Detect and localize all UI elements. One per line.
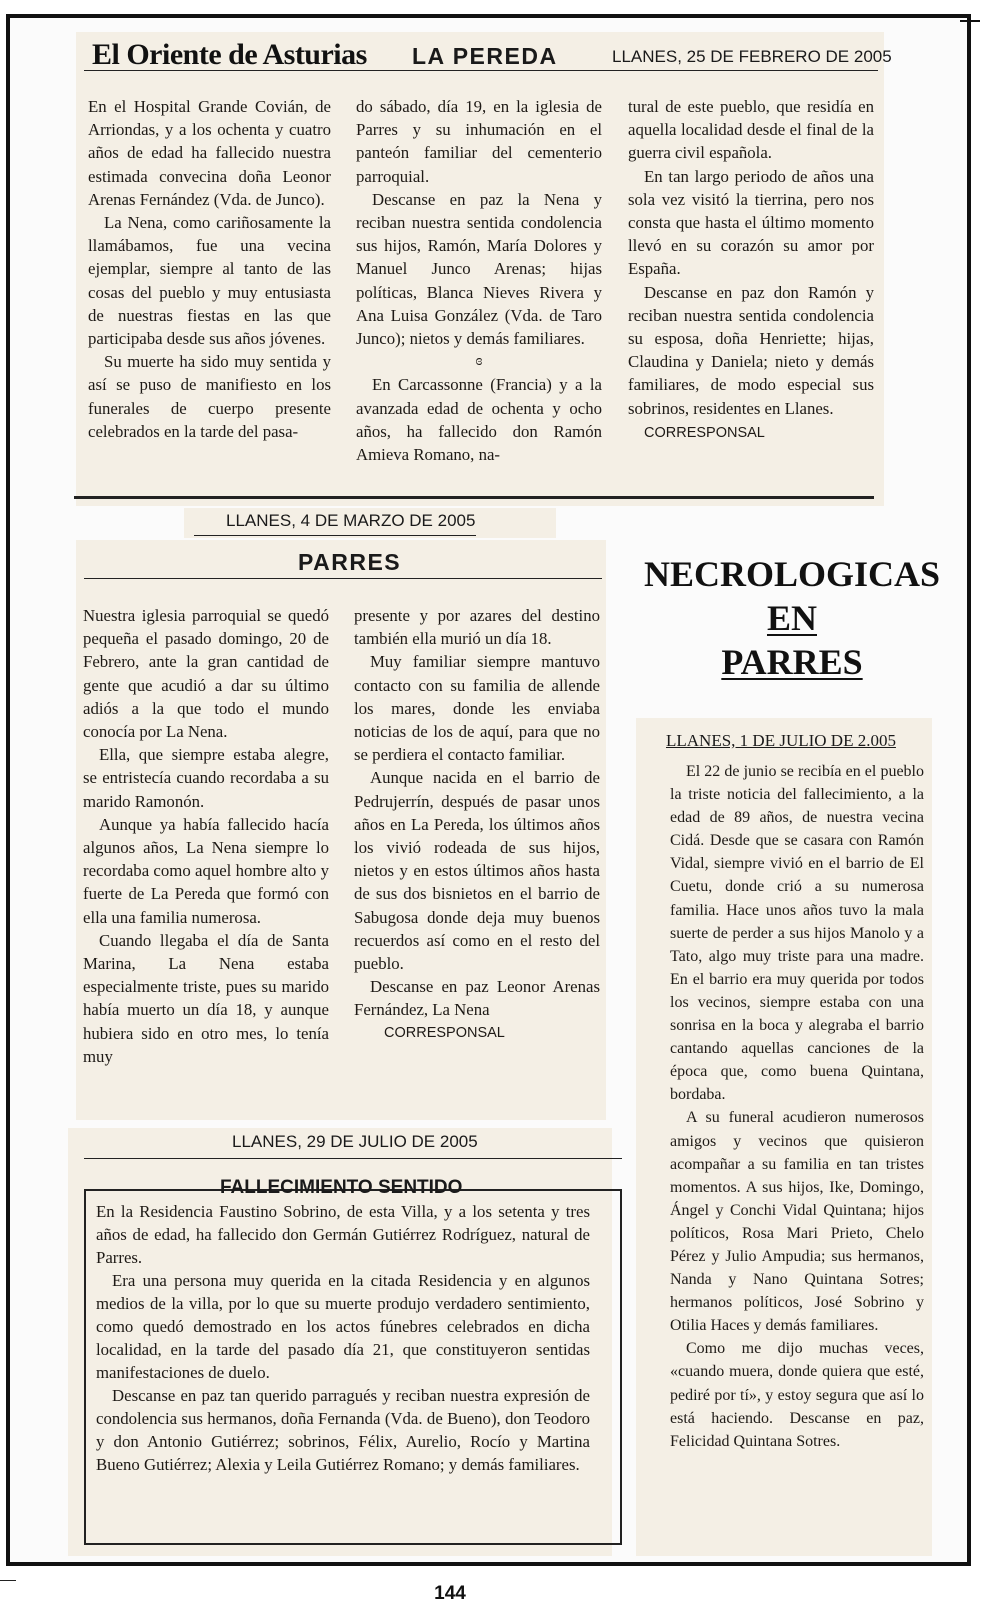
paragraph: En Carcassonne (Francia) y a la avanzada edad de ochenta y ocho años, ha fallecido don Ramón Amieva Romano, na- <box>356 375 602 465</box>
paragraph: Descanse en paz don Ramón y reciban nuestra sentida condolencia su esposa, doña Henriette; hijas, Claudina y Daniela; nieto y demás familiares, de modo especial sus sobrinos, residentes en Llanes. <box>628 282 874 418</box>
dateline-4-marzo: LLANES, 4 DE MARZO DE 2005 <box>226 511 476 530</box>
paragraph: presente y por azares del destino también ella murió un día 18. <box>354 606 600 649</box>
fallecimiento-body <box>96 1200 590 1476</box>
paragraph: Descanse en paz Leonor Arenas Fernández, La Nena <box>354 977 600 1020</box>
section-title-la-pereda: LA PEREDA <box>412 43 558 69</box>
page-title <box>632 552 952 684</box>
paragraph: En el Hospital Grande Covián, de Arriondas, y a los ochenta y cuatro años de edad ha fallecido nuestra estimada convecina doña Leonor Arenas Fernández (Vda. de Junco). <box>88 97 331 209</box>
paragraph: Su muerte ha sido muy sentida y así se puso de manifiesto en los funerales de cuerpo presente celebrados en la tarde del pasa- <box>88 352 331 441</box>
clipping-bottom-rule <box>74 496 874 499</box>
dateline-29-julio: LLANES, 29 DE JULIO DE 2005 <box>232 1132 478 1151</box>
paragraph: En la Residencia Faustino Sobrino, de esta Villa, y a los setenta y tres años de edad, ha fallecido don Germán Gutiérrez Rodríguez, natural de Parres. <box>96 1202 590 1267</box>
section-rule <box>84 578 602 579</box>
parres-column-2 <box>354 604 600 1104</box>
paragraph: Nuestra iglesia parroquial se quedó pequeña el pasado domingo, 20 de Febrero, ante la gran cantidad de gente que acudió a dar su último adiós a la que todo el mundo conocía por La Nena. <box>83 606 329 742</box>
newspaper-masthead: El Oriente de Asturias <box>92 38 367 71</box>
paragraph: Muy familiar siempre mantuvo contacto con su familia de allende los mares, donde les enviaba noticias de los de aquí, para que no se perdiera el contacto familiar. <box>354 652 600 765</box>
section-title-parres: PARRES <box>298 549 402 575</box>
headline-fallecimiento: FALLECIMIENTO SENTIDO <box>220 1177 463 1198</box>
page-number: 144 <box>434 1583 466 1604</box>
signature-corresponsal: CORRESPONSAL <box>384 1024 505 1041</box>
paragraph: A su funeral acudieron numerosos amigos y vecinos que quisieron acompañar a su familia en tan tristes momentos. A sus hijos, Ike, Domingo, Ángel y Conchi Vidal Quintana; hijos políticos, Rosa Mari Prieto, Chelo Pérez y Julio Ampudia; sus hermanos, Nanda y Nano Quintana Sotres; hermanos políticos, José Sobrino y Otilia Haces y demás familiares. <box>670 1109 924 1335</box>
frame-corner-mark <box>960 20 980 22</box>
dateline-1-julio: LLANES, 1 DE JULIO DE 2.005 <box>666 731 896 750</box>
date-underline <box>194 535 476 536</box>
paragraph: do sábado, día 19, en la iglesia de Parres y su inhumación en el panteón familiar del cementerio parroquial. <box>356 97 602 186</box>
bottom-mark <box>0 1580 16 1581</box>
paragraph: Como me dijo muchas veces, «cuando muera, donde quiera que esté, pediré por tí», y estoy segura que así lo está haciendo. Descanse en paz, Felicidad Quintana Sotres. <box>670 1340 924 1450</box>
paragraph: Descanse en paz tan querido parragués y reciban nuestra expresión de condolencia sus hermanos, doña Fernanda (Vda. de Bueno), don Teodoro y don Antonio Gutiérrez; sobrinos, Félix, Aurelio, Rocío y Martina Bueno Gutiérrez; Alexia y Leila Gutiérrez Romano; y demás familiares. <box>96 1386 590 1474</box>
paragraph: En tan largo periodo de años una sola vez visitó la tierrina, pero nos consta que hasta el último momento llevó en su corazón su amor por España. <box>628 166 874 279</box>
paragraph: Cuando llegaba el día de Santa Marina, La Nena estaba especialmente triste, pues su marido había muerto un día 18, y aunque hubiera sido en otro mes, lo tenía muy <box>83 930 329 1066</box>
parres-column-1 <box>83 604 329 1104</box>
paragraph: tural de este pueblo, que residía en aquella localidad desde el final de la guerra civil española. <box>628 97 874 163</box>
paragraph: Descanse en paz la Nena y reciban nuestra sentida condolencia sus hijos, Ramón, María Dolores y Manuel Junco Arenas; hijas políticas, Blanca Nieves Rivera y Ana Luisa González (Vda. de Taro Junco); nietos y demás familiares. <box>356 189 602 349</box>
la-pereda-column-1 <box>88 95 331 481</box>
paragraph: El 22 de junio se recibía en el pueblo la triste noticia del fallecimiento, a la edad de 89 años, de nuestra vecina Cidá. Desde que se casara con Ramón Vidal, siempre vivió en el barrio de El Cuetu, donde crió a su numerosa familia. Hace unos años tuvo la mala suerte de perder a sus hijos Manolo y a Tato, algo muy triste para una madre. En el barrio era muy querida por todos los vecinos, siempre estaba con una sonrisa en la boca y alegraba el barrio cantando aquellas canciones de la época que, como buena Quintana, bordaba. <box>670 763 924 1104</box>
masthead-rule <box>84 70 878 71</box>
paragraph: Era una persona muy querida en la citada Residencia y en algunos medios de la villa, por lo que su muerte produjo verdadero sentimiento, como quedó demostrado en los actos fúnebres celebrados en dicha localidad, en la tarde del pasado día 21, que constituyeron sentidas manifestaciones de duelo. <box>96 1271 590 1382</box>
signature-corresponsal: CORRESPONSAL <box>644 424 765 441</box>
separator-ornament-icon: ɞ <box>475 353 483 370</box>
page-title-line-3: PARRES <box>721 642 863 682</box>
paragraph: Aunque nacida en el barrio de Pedrujerrín, después de pasar unos años en La Pereda, los últimos años los vivió rodeada de sus hijos, nietos y en estos últimos años hasta de sus dos bisnietos en el barrio de Sabugosa donde deja muy buenos recuerdos así como en el resto del pueblo. <box>354 768 600 974</box>
date-rule-left <box>84 1158 622 1159</box>
page-title-line-2: EN <box>766 598 817 638</box>
la-pereda-column-3 <box>628 95 874 481</box>
paragraph: Aunque ya había fallecido hacía algunos años, La Nena siempre lo recordaba como aquel hombre alto y fuerte de La Pereda que formó con ella una familia numerosa. <box>83 814 329 927</box>
dateline-25-febrero: LLANES, 25 DE FEBRERO DE 2005 <box>612 47 892 66</box>
page-title-line-1: NECROLOGICAS <box>643 554 941 594</box>
paragraph: Ella, que siempre estaba alegre, se entristecía cuando recordaba a su marido Ramonón. <box>83 745 329 811</box>
paragraph: La Nena, como cariñosamente la llamábamos, fue una vecina ejemplar, siempre al tanto de las cosas del pueblo y muy entusiasta de nuestras fiestas en las que participaba desde sus años jóvenes. <box>88 213 331 349</box>
felicidad-quintana-body <box>670 760 924 1453</box>
la-pereda-column-2 <box>356 95 602 481</box>
